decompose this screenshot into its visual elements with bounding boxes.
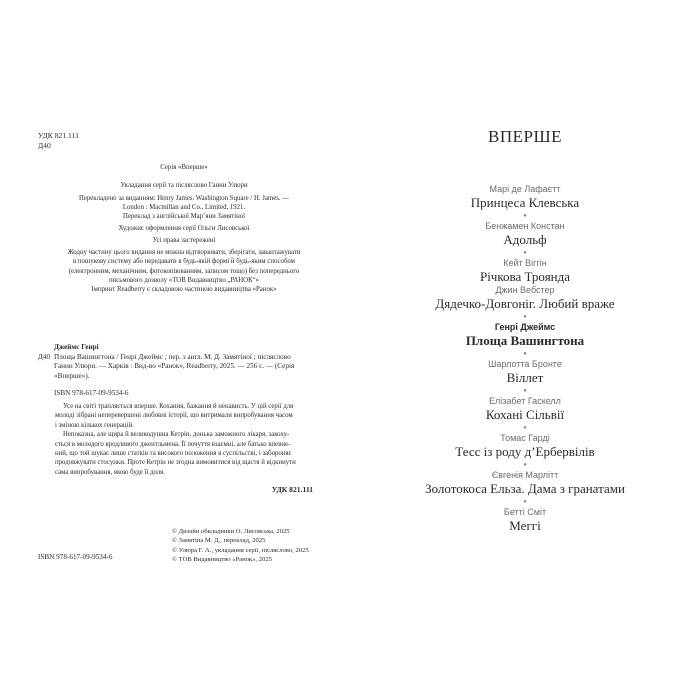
translated-line: London : Macmillan and Co., Limited, 1921.	[122, 204, 246, 212]
book-author: Джин Вебстер	[495, 285, 555, 295]
separator-dot: ●	[523, 462, 527, 468]
book-author: Кейт Віггін	[503, 258, 547, 268]
annotation-line: ний, що той шукає лише статків та високого положення в суспільстві, і забороняє	[55, 450, 292, 458]
separator-dot: ●	[523, 388, 527, 394]
book-author: Марі де Лафаєтт	[489, 184, 561, 194]
book-author: Шарлотта Бронте	[488, 359, 562, 369]
series-line: Серія «Вперше»	[160, 164, 208, 171]
book-title: Віллет	[506, 370, 544, 385]
book-title: Адольф	[503, 232, 547, 247]
book-title: Площа Вашингтона	[465, 333, 585, 348]
book-author: Бетті Сміт	[503, 507, 547, 517]
translator-line: Переклад з англійської Мар’яни Замятіної	[122, 213, 246, 220]
book-entry	[350, 184, 700, 211]
catalog-author: Джеймс Генрі	[54, 343, 99, 351]
translated-from	[55, 194, 313, 213]
book-author: Євгенія Марлітт	[491, 470, 559, 480]
translated-line: Перекладено за виданням: Henry James. Washington Square / H. James. —	[78, 195, 290, 202]
catalog-isbn: ISBN 978-617-09-9534-6	[54, 389, 129, 398]
book-title: Принцеса Клевська	[470, 195, 580, 210]
separator-dot: ●	[523, 425, 527, 431]
udk-footer: УДК 821.111	[271, 485, 313, 494]
udk-header	[38, 131, 79, 151]
book-entry	[350, 396, 700, 423]
book-entry	[350, 285, 700, 312]
book-author: Томас Гарді	[500, 433, 550, 443]
book-entry	[350, 359, 700, 386]
author-index: Д40	[38, 141, 51, 150]
isbn-footer: ISBN 978-617-09-9534-6	[38, 553, 113, 561]
book-title: Кохані Сільвії	[485, 407, 565, 422]
legal-line: письмового дозволу «ТОВ Видавництво „РАНОК“»	[108, 277, 260, 285]
annotation-line: продовжувати стосунки. Проте Кетрін не згодна вимовитися від щастя й відкинути	[55, 459, 296, 467]
annotation-line: молоді зібрані неперевершені любовні історії, що витримали випробування часом	[55, 412, 293, 420]
catalog-row	[38, 353, 313, 382]
annotation-line: Усе на світі трапляється вперше. Кохання, бажання й ненависть. У цій серії для	[63, 403, 294, 410]
annotation-line: сама випробування, якою буде її доля.	[55, 468, 165, 476]
book-author: Генрі Джеймс	[494, 322, 556, 332]
book-entry-current	[350, 322, 700, 349]
separator-dot: ●	[523, 314, 527, 320]
catalog-description	[54, 353, 313, 382]
book-entry	[350, 470, 700, 497]
annotation-line: ється в молодого вродливого джентльмена. Її почуття взаємні, але батько впевне-	[55, 440, 291, 448]
book-title: Дядечко-Довгоніг. Любий враже	[435, 296, 615, 311]
copyright-line: © Дизайн обкладинки О. Лисовська, 2025	[172, 528, 290, 535]
compiler-line: Укладання серії та післяслово Ганни Улюри	[120, 182, 248, 189]
artist-line: Художнє оформлення серії Ольги Лисовської	[118, 225, 250, 232]
book-entry	[350, 433, 700, 460]
copyright-line: © ТОВ Видавництво «Ранок», 2025	[172, 556, 272, 564]
book-title: Золотокоса Ельза. Дама з гранатами	[425, 481, 625, 496]
series-page	[350, 0, 700, 700]
catalog-line: «Вперше»).	[54, 371, 90, 380]
book-author: Елізабет Гаскелл	[489, 396, 561, 406]
legal-notice	[55, 248, 313, 286]
rights-line: Усі права застережені	[152, 237, 216, 244]
separator-dot: ●	[523, 250, 527, 256]
udk-code: УДК 821.111	[38, 131, 79, 140]
book-entry	[350, 221, 700, 248]
separator-dot: ●	[523, 499, 527, 505]
separator-dot: ●	[523, 351, 527, 357]
annotation-line: Непоказна, але щира й великодушна Кетрін, донька заможного лікаря, закоху-	[63, 431, 290, 439]
annotation-paragraph	[55, 430, 313, 477]
imprint-line: Імпринт Readberry є складовою частиною видавництва «Ранок»	[91, 286, 277, 293]
book-title: Меггі	[509, 518, 541, 533]
separator-dot: ●	[523, 213, 527, 219]
annotation-line: і зміною кількох генерацій.	[55, 421, 134, 429]
catalog-line: Ганни Улюри. — Харків : Вид-во «Ранок», Readberry, 2025. — 256 с. — (Серія	[54, 362, 295, 371]
catalog-record	[38, 343, 313, 399]
copyright-line: © Улюра Г. А., укладання серії, післяслово, 2025	[172, 546, 309, 554]
book-entry	[350, 258, 700, 285]
book-title: Тесс із роду д’Ербервілів	[455, 444, 595, 459]
book-title: Річкова Троянда	[479, 269, 571, 284]
catalog-line: Площа Вашингтона / Генрі Джеймс ; пер. з англ. М. Д. Замятіної ; післяслово	[54, 352, 291, 361]
annotation-paragraph	[55, 402, 313, 430]
copyright-line: © Замятіна М. Д., переклад, 2025	[172, 537, 266, 545]
book-author: Бенжамен Констан	[485, 221, 565, 231]
annotation	[55, 402, 313, 477]
book-entry	[350, 507, 700, 534]
legal-line: в пошукову систему або передавати в будь-якій формі й будь-яким способом	[73, 258, 295, 266]
series-title: ВПЕРШЕ	[488, 127, 562, 146]
legal-line: (електронним, механічним, фотокопіюванням, записом тощо) без попереднього	[68, 267, 300, 275]
book-list	[350, 184, 700, 534]
legal-line: Жодну частину цього видання не можна відтворювати, зберігати, завантажувати	[67, 249, 301, 256]
catalog-index: Д40	[38, 352, 51, 361]
copyright-block	[172, 527, 309, 565]
